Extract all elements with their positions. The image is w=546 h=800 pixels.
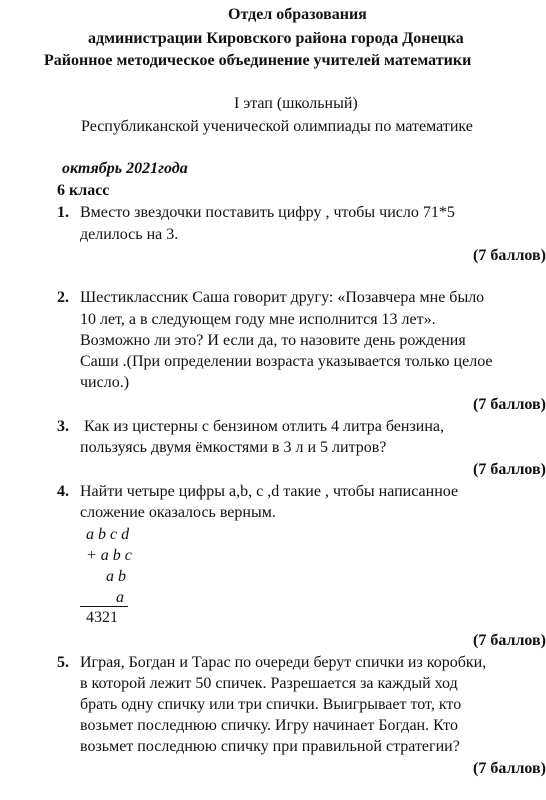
- stage-line-2: Республиканской ученической олимпиады по математике: [81, 118, 473, 135]
- problem-2-line-2: 10 лет, а в следующем году мне исполнится 13 лет».: [80, 311, 436, 328]
- problem-5-line-5: возьмет последнюю спичку при правильной стратегии?: [80, 738, 460, 755]
- problem-3-line-1: Как из цистерны с бензином отлить 4 литра бензина,: [84, 418, 445, 435]
- problem-1-line-1: Вместо звездочки поставить цифру , чтобы число 71*5: [80, 204, 455, 221]
- stage-line-1: I этап (школьный): [234, 95, 358, 112]
- problem-4-line-1: Найти четыре цифры a,b, c ,d такие , чтобы написанное: [80, 483, 459, 500]
- sum-underline: [80, 606, 128, 607]
- problem-2-line-5: число.): [80, 374, 130, 391]
- problem-1-line-2: делилось на 3.: [80, 226, 179, 243]
- problem-5-line-1: Играя, Богдан и Тарас по очереди берут спички из коробки,: [80, 654, 487, 671]
- problem-3-number: 3.: [57, 418, 69, 435]
- header-line-3: Районное методическое объединение учителей математики: [44, 52, 472, 69]
- problem-1-points: (7 баллов): [473, 247, 546, 264]
- problem-4-points: (7 баллов): [473, 632, 546, 649]
- sum-row-3: a b: [106, 568, 126, 585]
- sum-result: 4321: [86, 609, 118, 626]
- grade-label: 6 класс: [57, 182, 110, 199]
- problem-5-number: 5.: [57, 654, 69, 671]
- date-label: октябрь 2021года: [62, 160, 188, 177]
- sum-row-2: + a b c: [86, 547, 132, 564]
- problem-2-line-3: Возможно ли это? И если да, то назовите день рождения: [80, 332, 466, 349]
- problem-4-line-2: сложение оказалось верным.: [80, 504, 276, 521]
- problem-2-line-4: Саши .(При определении возраста указывается только целое: [80, 353, 493, 370]
- problem-2-points: (7 баллов): [473, 396, 546, 413]
- problem-5-line-3: брать одну спичку или три спички. Выигрывает тот, кто: [80, 696, 462, 713]
- problem-2-line-1: Шестиклассник Саша говорит другу: «Позавчера мне было: [80, 289, 485, 306]
- sum-row-1: a b c d: [86, 526, 130, 543]
- problem-5-line-2: в которой лежит 50 спичек. Разрешается за каждый ход: [80, 675, 458, 692]
- problem-3-points: (7 баллов): [473, 461, 546, 478]
- problem-1-number: 1.: [57, 204, 69, 221]
- sum-row-4: a: [116, 589, 124, 606]
- problem-3-line-2: пользуясь двумя ёмкостями в 3 л и 5 литров?: [80, 439, 387, 456]
- problem-5-line-4: возьмет последнюю спичку. Игру начинает Богдан. Кто: [80, 717, 458, 734]
- problem-2-number: 2.: [57, 289, 69, 306]
- header-line-1: Отдел образования: [228, 6, 367, 23]
- header-line-2: администрации Кировского района города Донецка: [88, 30, 464, 47]
- problem-4-number: 4.: [57, 483, 69, 500]
- problem-5-points: (7 баллов): [473, 760, 546, 777]
